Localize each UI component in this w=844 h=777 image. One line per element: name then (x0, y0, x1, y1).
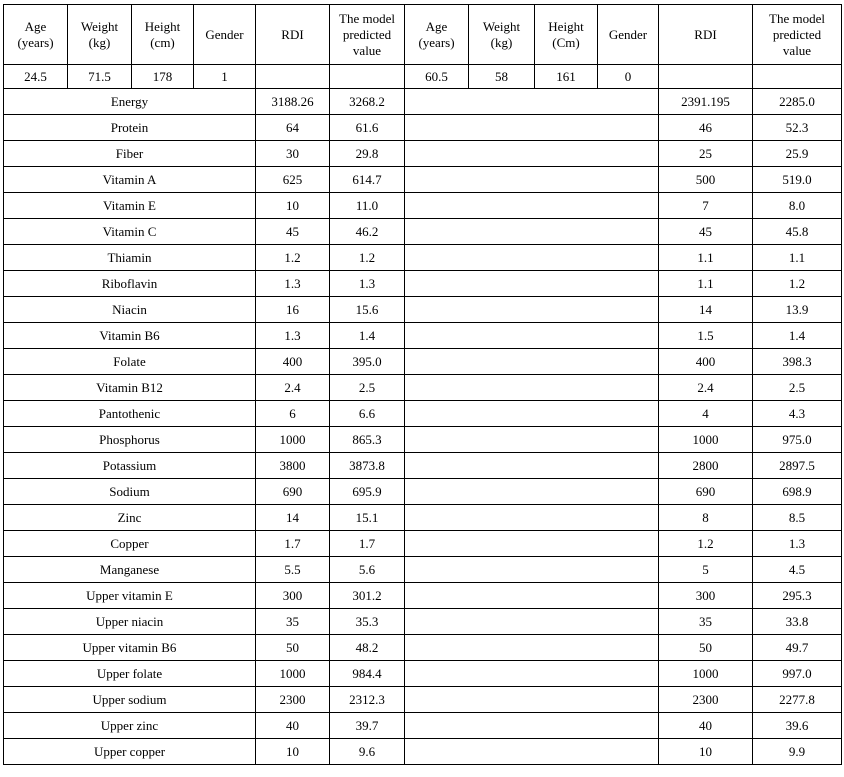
header-male-age: Age (years) (4, 5, 68, 65)
male-rdi-blank (256, 65, 330, 89)
nutrient-name: Upper copper (4, 739, 256, 765)
spacer-cell (405, 635, 659, 661)
table-row (4, 453, 842, 479)
male-predicted-value: 3268.2 (330, 89, 405, 115)
female-predicted-value: 1.1 (753, 245, 842, 271)
male-predicted-value: 1.7 (330, 531, 405, 557)
female-rdi-value: 2391.195 (659, 89, 753, 115)
header-male-gender: Gender (194, 5, 256, 65)
spacer-cell (405, 375, 659, 401)
male-predicted-value: 865.3 (330, 427, 405, 453)
spacer-cell (405, 193, 659, 219)
male-predicted-value: 984.4 (330, 661, 405, 687)
nutrient-name: Upper zinc (4, 713, 256, 739)
female-rdi-value: 300 (659, 583, 753, 609)
header-female-rdi: RDI (659, 5, 753, 65)
table-row (4, 349, 842, 375)
female-rdi-value: 1.1 (659, 271, 753, 297)
female-rdi-value: 1.1 (659, 245, 753, 271)
female-predicted-value: 39.6 (753, 713, 842, 739)
spacer-cell (405, 323, 659, 349)
female-predicted-value: 49.7 (753, 635, 842, 661)
female-rdi-value: 2.4 (659, 375, 753, 401)
female-rdi-value: 7 (659, 193, 753, 219)
female-rdi-value: 8 (659, 505, 753, 531)
female-rdi-value: 45 (659, 219, 753, 245)
table-row (4, 479, 842, 505)
header-female-weight: Weight (kg) (469, 5, 535, 65)
spacer-cell (405, 687, 659, 713)
female-rdi-value: 690 (659, 479, 753, 505)
female-predicted-value: 698.9 (753, 479, 842, 505)
female-rdi-value: 2800 (659, 453, 753, 479)
table-row (4, 271, 842, 297)
table-row (4, 661, 842, 687)
spacer-cell (405, 245, 659, 271)
male-rdi-value: 35 (256, 609, 330, 635)
female-predicted-value: 1.2 (753, 271, 842, 297)
table-row (4, 141, 842, 167)
female-rdi-blank (659, 65, 753, 89)
header-female-gender: Gender (598, 5, 659, 65)
female-rdi-value: 40 (659, 713, 753, 739)
nutrient-name: Copper (4, 531, 256, 557)
table-row (4, 635, 842, 661)
table-row (4, 505, 842, 531)
male-predicted-value: 1.2 (330, 245, 405, 271)
table-row (4, 219, 842, 245)
male-age-value: 24.5 (4, 65, 68, 89)
male-predicted-value: 5.6 (330, 557, 405, 583)
female-predicted-value: 295.3 (753, 583, 842, 609)
female-weight-value: 58 (469, 65, 535, 89)
nutrient-rows (4, 89, 842, 765)
female-predicted-value: 2.5 (753, 375, 842, 401)
female-predicted-value: 9.9 (753, 739, 842, 765)
male-predicted-value: 61.6 (330, 115, 405, 141)
spacer-cell (405, 115, 659, 141)
male-rdi-value: 2300 (256, 687, 330, 713)
male-rdi-value: 2.4 (256, 375, 330, 401)
spacer-cell (405, 89, 659, 115)
female-age-value: 60.5 (405, 65, 469, 89)
table-row (4, 583, 842, 609)
male-rdi-value: 50 (256, 635, 330, 661)
spacer-cell (405, 427, 659, 453)
female-rdi-value: 5 (659, 557, 753, 583)
female-predicted-value: 33.8 (753, 609, 842, 635)
female-rdi-value: 35 (659, 609, 753, 635)
female-rdi-value: 25 (659, 141, 753, 167)
profile-row (4, 65, 842, 89)
nutrient-name: Upper folate (4, 661, 256, 687)
table-row (4, 297, 842, 323)
female-rdi-value: 1.2 (659, 531, 753, 557)
female-predicted-value: 4.5 (753, 557, 842, 583)
nutrient-name: Thiamin (4, 245, 256, 271)
header-male-predicted: The model predicted value (330, 5, 405, 65)
male-rdi-value: 16 (256, 297, 330, 323)
male-predicted-value: 395.0 (330, 349, 405, 375)
header-male-height: Height (cm) (132, 5, 194, 65)
male-rdi-value: 40 (256, 713, 330, 739)
male-rdi-value: 10 (256, 193, 330, 219)
male-rdi-value: 14 (256, 505, 330, 531)
female-rdi-value: 10 (659, 739, 753, 765)
male-rdi-value: 30 (256, 141, 330, 167)
nutrient-name: Upper sodium (4, 687, 256, 713)
male-rdi-value: 1000 (256, 661, 330, 687)
male-predicted-value: 6.6 (330, 401, 405, 427)
spacer-cell (405, 349, 659, 375)
header-male-rdi: RDI (256, 5, 330, 65)
spacer-cell (405, 531, 659, 557)
table-row (4, 375, 842, 401)
nutrient-name: Niacin (4, 297, 256, 323)
female-predicted-value: 8.5 (753, 505, 842, 531)
header-female-predicted: The model predicted value (753, 5, 842, 65)
nutrient-name: Vitamin C (4, 219, 256, 245)
male-weight-value: 71.5 (68, 65, 132, 89)
nutrient-name: Pantothenic (4, 401, 256, 427)
spacer-cell (405, 713, 659, 739)
female-predicted-value: 2277.8 (753, 687, 842, 713)
male-rdi-value: 1.3 (256, 323, 330, 349)
male-rdi-value: 64 (256, 115, 330, 141)
spacer-cell (405, 583, 659, 609)
spacer-cell (405, 401, 659, 427)
spacer-cell (405, 271, 659, 297)
spacer-cell (405, 739, 659, 765)
spacer-cell (405, 505, 659, 531)
male-predicted-value: 695.9 (330, 479, 405, 505)
male-rdi-value: 6 (256, 401, 330, 427)
male-predicted-value: 35.3 (330, 609, 405, 635)
spacer-cell (405, 297, 659, 323)
male-rdi-value: 690 (256, 479, 330, 505)
table-row (4, 557, 842, 583)
female-predicted-value: 25.9 (753, 141, 842, 167)
female-predicted-value: 398.3 (753, 349, 842, 375)
male-rdi-value: 300 (256, 583, 330, 609)
male-predicted-value: 11.0 (330, 193, 405, 219)
nutrient-name: Upper vitamin B6 (4, 635, 256, 661)
male-predicted-value: 9.6 (330, 739, 405, 765)
nutrient-name: Upper niacin (4, 609, 256, 635)
male-predicted-value: 2.5 (330, 375, 405, 401)
male-predicted-value: 614.7 (330, 167, 405, 193)
male-rdi-value: 400 (256, 349, 330, 375)
nutrient-name: Protein (4, 115, 256, 141)
nutrient-name: Manganese (4, 557, 256, 583)
table-row (4, 401, 842, 427)
male-predicted-value: 3873.8 (330, 453, 405, 479)
female-rdi-value: 1000 (659, 427, 753, 453)
female-predicted-value: 1.3 (753, 531, 842, 557)
nutrient-name: Vitamin E (4, 193, 256, 219)
male-rdi-value: 45 (256, 219, 330, 245)
header-female-age: Age (years) (405, 5, 469, 65)
male-rdi-value: 1.2 (256, 245, 330, 271)
male-height-value: 178 (132, 65, 194, 89)
male-predicted-value: 1.4 (330, 323, 405, 349)
female-predicted-value: 4.3 (753, 401, 842, 427)
nutrient-name: Sodium (4, 479, 256, 505)
nutrient-name: Potassium (4, 453, 256, 479)
nutrient-name: Fiber (4, 141, 256, 167)
table-row (4, 193, 842, 219)
female-rdi-value: 46 (659, 115, 753, 141)
nutrient-name: Folate (4, 349, 256, 375)
spacer-cell (405, 479, 659, 505)
spacer-cell (405, 141, 659, 167)
male-predicted-value: 301.2 (330, 583, 405, 609)
header-male-weight: Weight (kg) (68, 5, 132, 65)
spacer-cell (405, 219, 659, 245)
nutrient-name: Upper vitamin E (4, 583, 256, 609)
male-rdi-value: 10 (256, 739, 330, 765)
female-height-value: 161 (535, 65, 598, 89)
header-row (4, 5, 842, 65)
female-predicted-blank (753, 65, 842, 89)
spacer-cell (405, 557, 659, 583)
male-predicted-value: 15.1 (330, 505, 405, 531)
male-rdi-value: 625 (256, 167, 330, 193)
nutrient-comparison-table (3, 4, 842, 765)
nutrient-name: Energy (4, 89, 256, 115)
female-rdi-value: 1000 (659, 661, 753, 687)
table-row (4, 713, 842, 739)
nutrient-name: Vitamin B12 (4, 375, 256, 401)
table-row (4, 89, 842, 115)
female-predicted-value: 975.0 (753, 427, 842, 453)
female-predicted-value: 2897.5 (753, 453, 842, 479)
female-predicted-value: 997.0 (753, 661, 842, 687)
female-predicted-value: 52.3 (753, 115, 842, 141)
nutrient-name: Vitamin B6 (4, 323, 256, 349)
table-row (4, 115, 842, 141)
male-predicted-value: 39.7 (330, 713, 405, 739)
female-predicted-value: 1.4 (753, 323, 842, 349)
male-rdi-value: 3800 (256, 453, 330, 479)
male-rdi-value: 5.5 (256, 557, 330, 583)
table-row (4, 609, 842, 635)
table-row (4, 323, 842, 349)
male-rdi-value: 3188.26 (256, 89, 330, 115)
nutrient-name: Vitamin A (4, 167, 256, 193)
spacer-cell (405, 167, 659, 193)
table-row (4, 739, 842, 765)
spacer-cell (405, 453, 659, 479)
spacer-cell (405, 609, 659, 635)
female-rdi-value: 1.5 (659, 323, 753, 349)
female-rdi-value: 14 (659, 297, 753, 323)
table-row (4, 245, 842, 271)
female-predicted-value: 8.0 (753, 193, 842, 219)
male-predicted-value: 48.2 (330, 635, 405, 661)
male-predicted-value: 46.2 (330, 219, 405, 245)
table-row (4, 427, 842, 453)
female-predicted-value: 519.0 (753, 167, 842, 193)
male-predicted-value: 29.8 (330, 141, 405, 167)
female-rdi-value: 4 (659, 401, 753, 427)
female-rdi-value: 400 (659, 349, 753, 375)
female-predicted-value: 2285.0 (753, 89, 842, 115)
nutrient-name: Riboflavin (4, 271, 256, 297)
female-gender-value: 0 (598, 65, 659, 89)
female-predicted-value: 13.9 (753, 297, 842, 323)
nutrient-name: Phosphorus (4, 427, 256, 453)
header-female-height: Height (Cm) (535, 5, 598, 65)
male-predicted-value: 1.3 (330, 271, 405, 297)
female-predicted-value: 45.8 (753, 219, 842, 245)
spacer-cell (405, 661, 659, 687)
male-predicted-value: 2312.3 (330, 687, 405, 713)
female-rdi-value: 500 (659, 167, 753, 193)
male-predicted-blank (330, 65, 405, 89)
table-row (4, 687, 842, 713)
male-rdi-value: 1000 (256, 427, 330, 453)
male-gender-value: 1 (194, 65, 256, 89)
table-row (4, 167, 842, 193)
female-rdi-value: 2300 (659, 687, 753, 713)
female-rdi-value: 50 (659, 635, 753, 661)
table-row (4, 531, 842, 557)
nutrient-name: Zinc (4, 505, 256, 531)
male-rdi-value: 1.3 (256, 271, 330, 297)
male-predicted-value: 15.6 (330, 297, 405, 323)
male-rdi-value: 1.7 (256, 531, 330, 557)
